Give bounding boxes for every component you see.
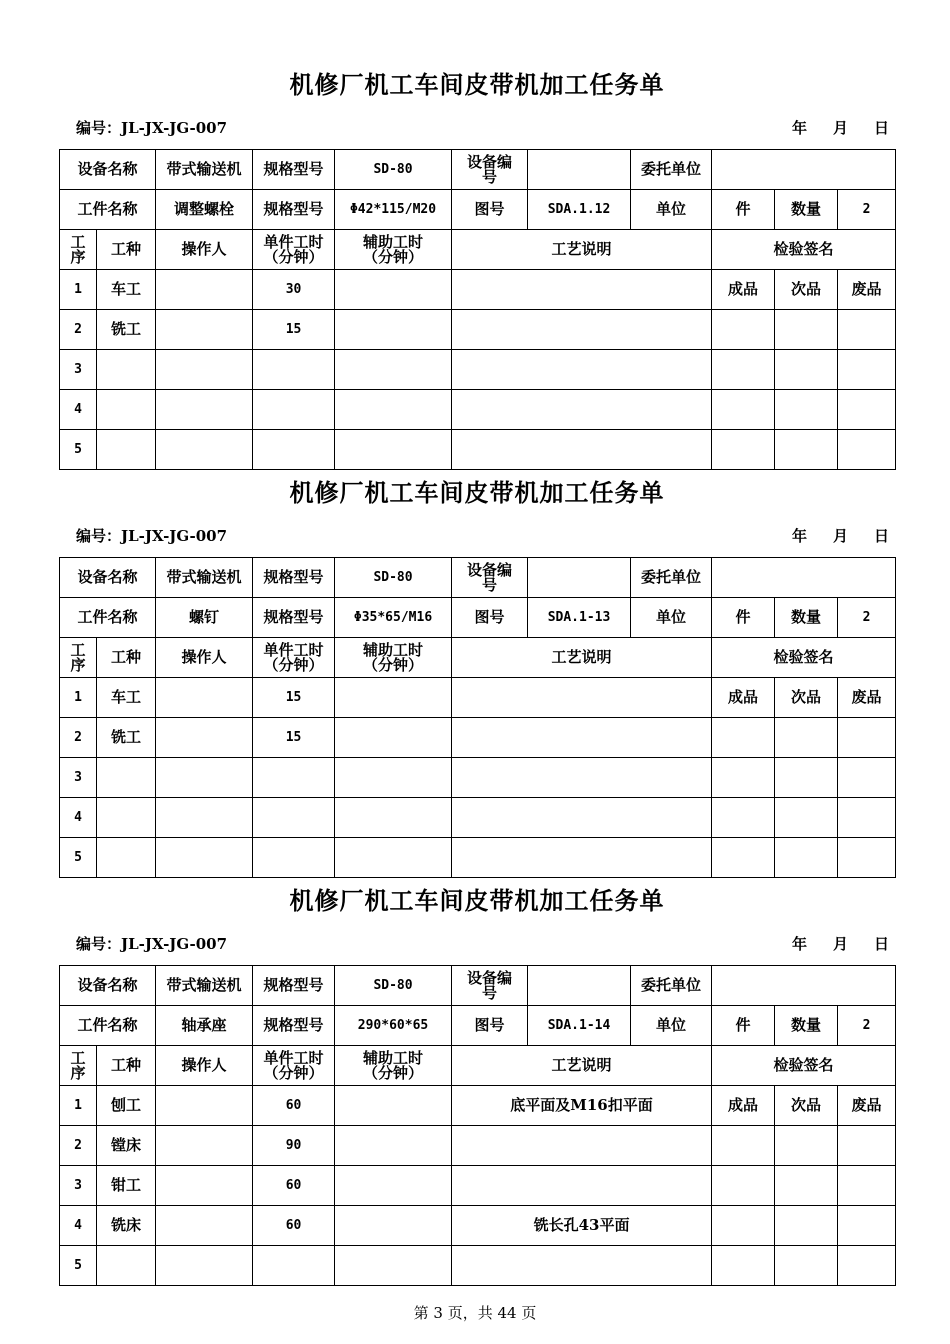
aux-time-header-line1: 辅助工时: [363, 232, 424, 251]
operator-header: 操作人: [156, 230, 253, 270]
year-label: 年: [791, 935, 807, 953]
process-desc-cell: [452, 1246, 712, 1286]
operator-cell: [156, 1246, 253, 1286]
month-label: 月: [832, 119, 848, 137]
trade-cell: 铣工: [97, 718, 156, 758]
aux-time-cell: [335, 1246, 452, 1286]
operator-cell: [156, 1166, 253, 1206]
finished-cell: [712, 1246, 775, 1286]
unit-time-cell: [253, 838, 335, 878]
process-header-row: [60, 638, 896, 678]
trade-cell: 镗床: [97, 1126, 156, 1166]
workpiece-spec-value: Φ42*115/M20: [335, 190, 452, 230]
trade-cell: 铣床: [97, 1206, 156, 1246]
equipment-row: [60, 150, 896, 190]
workpiece-spec-label: 规格型号: [253, 190, 335, 230]
workpiece-spec-value: Φ35*65/M16: [335, 598, 452, 638]
seq-cell: 5: [60, 838, 97, 878]
equipment-name-value: 带式输送机: [156, 966, 253, 1006]
trade-header: 工种: [97, 638, 156, 678]
process-row: [60, 310, 896, 350]
process-desc-cell: [452, 678, 712, 718]
drawing-no-label: 图号: [452, 1006, 528, 1046]
client-unit-label: 委托单位: [631, 966, 712, 1006]
seq-header-line1: 工: [70, 640, 86, 659]
month-label: 月: [832, 527, 848, 545]
seq-cell: 1: [60, 270, 97, 310]
process-desc-header: 工艺说明: [452, 638, 712, 678]
equipment-no-label-line2: 号: [482, 167, 498, 186]
date-field: [766, 526, 889, 546]
equipment-name-value: 带式输送机: [156, 558, 253, 598]
task-table: [59, 557, 896, 878]
finished-cell: [712, 430, 775, 470]
day-label: 日: [873, 119, 889, 137]
finished-cell: [712, 1166, 775, 1206]
form-code: [76, 934, 227, 954]
process-desc-cell: [452, 1126, 712, 1166]
equipment-no-value: [528, 150, 631, 190]
aux-time-header-line2: （分钟）: [363, 247, 424, 266]
equipment-name-label: 设备名称: [60, 966, 156, 1006]
page-footer: 第 3 页，共 44 页: [413, 1304, 537, 1322]
trade-header: 工种: [97, 230, 156, 270]
scrap-label: 废品: [838, 270, 896, 310]
process-desc-header: 工艺说明: [452, 1046, 712, 1086]
second-grade-label: 次品: [775, 678, 838, 718]
process-row: [60, 798, 896, 838]
process-row: [60, 270, 896, 310]
operator-cell: [156, 1086, 253, 1126]
equipment-spec-value: SD-80: [335, 558, 452, 598]
drawing-no-value: SDA.1-13: [528, 598, 631, 638]
process-desc-cell: [452, 310, 712, 350]
unit-label: 单位: [631, 1006, 712, 1046]
aux-time-header-line1: 辅助工时: [363, 1048, 424, 1067]
unit-value: 件: [712, 190, 775, 230]
aux-time-header: [335, 230, 452, 270]
finished-cell: [712, 758, 775, 798]
finished-cell: [712, 1126, 775, 1166]
workpiece-row: [60, 598, 896, 638]
inspection-sign-header: 检验签名: [712, 230, 896, 270]
seq-header-line1: 工: [70, 1048, 86, 1067]
trade-header: 工种: [97, 1046, 156, 1086]
finished-cell: [712, 390, 775, 430]
seq-header-line2: 序: [70, 655, 86, 674]
operator-cell: [156, 678, 253, 718]
trade-cell: 车工: [97, 678, 156, 718]
client-unit-label: 委托单位: [631, 150, 712, 190]
aux-time-header-line2: （分钟）: [363, 655, 424, 674]
operator-cell: [156, 718, 253, 758]
unit-time-cell: 90: [253, 1126, 335, 1166]
second-grade-cell: [775, 718, 838, 758]
equipment-name-label: 设备名称: [60, 150, 156, 190]
unit-time-cell: 30: [253, 270, 335, 310]
second-grade-cell: [775, 1206, 838, 1246]
unit-value: 件: [712, 1006, 775, 1046]
aux-time-cell: [335, 838, 452, 878]
finished-label: 成品: [712, 678, 775, 718]
operator-cell: [156, 350, 253, 390]
code-value: JL-JX-JG-007: [121, 935, 228, 953]
workpiece-spec-label: 规格型号: [253, 598, 335, 638]
year-label: 年: [791, 119, 807, 137]
drawing-no-label: 图号: [452, 190, 528, 230]
unit-time-cell: 15: [253, 678, 335, 718]
unit-time-cell: [253, 1246, 335, 1286]
equipment-no-label: [452, 150, 528, 190]
process-desc-header: 工艺说明: [452, 230, 712, 270]
scrap-cell: [838, 758, 896, 798]
year-label: 年: [791, 527, 807, 545]
equipment-row: [60, 966, 896, 1006]
process-row: [60, 758, 896, 798]
task-table: [59, 965, 896, 1286]
equipment-no-label-line2: 号: [482, 575, 498, 594]
workpiece-spec-value: 290*60*65: [335, 1006, 452, 1046]
second-grade-cell: [775, 390, 838, 430]
form-title: 机修厂机工车间皮带机加工任务单: [289, 70, 665, 99]
equipment-no-label-line1: 设备编: [467, 968, 513, 987]
finished-label: 成品: [712, 270, 775, 310]
equipment-spec-value: SD-80: [335, 966, 452, 1006]
day-label: 日: [873, 527, 889, 545]
workpiece-name-label: 工件名称: [60, 1006, 156, 1046]
process-row: [60, 1126, 896, 1166]
unit-label: 单位: [631, 598, 712, 638]
operator-cell: [156, 270, 253, 310]
client-unit-label: 委托单位: [631, 558, 712, 598]
seq-cell: 1: [60, 1086, 97, 1126]
process-desc-cell: [452, 758, 712, 798]
client-unit-value: [712, 558, 896, 598]
seq-header-line1: 工: [70, 232, 86, 251]
scrap-cell: [838, 390, 896, 430]
process-desc-cell: [452, 798, 712, 838]
process-row: [60, 678, 896, 718]
process-desc-cell: [452, 718, 712, 758]
second-grade-cell: [775, 430, 838, 470]
trade-cell: [97, 798, 156, 838]
equipment-no-value: [528, 966, 631, 1006]
aux-time-cell: [335, 1086, 452, 1126]
process-desc-cell: [452, 430, 712, 470]
trade-cell: 车工: [97, 270, 156, 310]
unit-value: 件: [712, 598, 775, 638]
equipment-spec-label: 规格型号: [253, 150, 335, 190]
process-row: [60, 838, 896, 878]
code-label: 编号：: [76, 527, 122, 545]
unit-time-header-line2: （分钟）: [263, 655, 324, 674]
process-desc-cell: 铣长孔43平面: [452, 1206, 712, 1246]
finished-cell: [712, 1206, 775, 1246]
process-row: [60, 1166, 896, 1206]
process-desc-cell: [452, 1166, 712, 1206]
drawing-no-value: SDA.1.12: [528, 190, 631, 230]
trade-cell: [97, 430, 156, 470]
trade-cell: [97, 390, 156, 430]
process-desc-cell: 底平面及M16扣平面: [452, 1086, 712, 1126]
equipment-no-label-line1: 设备编: [467, 560, 513, 579]
operator-cell: [156, 430, 253, 470]
unit-time-header-line1: 单件工时: [263, 1048, 324, 1067]
unit-time-cell: 15: [253, 310, 335, 350]
quantity-label: 数量: [775, 190, 838, 230]
code-value: JL-JX-JG-007: [121, 119, 228, 137]
drawing-no-value: SDA.1-14: [528, 1006, 631, 1046]
process-desc-cell: [452, 270, 712, 310]
operator-cell: [156, 798, 253, 838]
aux-time-header-line1: 辅助工时: [363, 640, 424, 659]
second-grade-cell: [775, 350, 838, 390]
second-grade-cell: [775, 1126, 838, 1166]
inspection-sign-header: 检验签名: [712, 1046, 896, 1086]
scrap-cell: [838, 1246, 896, 1286]
seq-cell: 3: [60, 350, 97, 390]
form-code: [76, 526, 227, 546]
aux-time-cell: [335, 1166, 452, 1206]
workpiece-name-value: 轴承座: [156, 1006, 253, 1046]
seq-cell: 2: [60, 310, 97, 350]
finished-cell: [712, 310, 775, 350]
unit-time-header: [253, 638, 335, 678]
seq-header-line2: 序: [70, 1063, 86, 1082]
seq-cell: 3: [60, 1166, 97, 1206]
operator-cell: [156, 758, 253, 798]
unit-time-cell: [253, 350, 335, 390]
scrap-cell: [838, 430, 896, 470]
process-row: [60, 1086, 896, 1126]
code-label: 编号：: [76, 935, 122, 953]
operator-header: 操作人: [156, 1046, 253, 1086]
unit-time-header-line1: 单件工时: [263, 232, 324, 251]
process-row: [60, 350, 896, 390]
workpiece-spec-label: 规格型号: [253, 1006, 335, 1046]
scrap-cell: [838, 1206, 896, 1246]
equipment-name-label: 设备名称: [60, 558, 156, 598]
seq-cell: 2: [60, 718, 97, 758]
second-grade-cell: [775, 798, 838, 838]
finished-cell: [712, 350, 775, 390]
seq-header: [60, 638, 97, 678]
scrap-label: 废品: [838, 678, 896, 718]
scrap-cell: [838, 310, 896, 350]
seq-cell: 3: [60, 758, 97, 798]
quantity-value: 2: [838, 190, 896, 230]
task-table: [59, 149, 896, 470]
process-header-row: [60, 230, 896, 270]
trade-cell: [97, 1246, 156, 1286]
seq-cell: 4: [60, 390, 97, 430]
unit-time-cell: 60: [253, 1086, 335, 1126]
trade-cell: [97, 838, 156, 878]
process-desc-cell: [452, 350, 712, 390]
second-grade-label: 次品: [775, 270, 838, 310]
aux-time-cell: [335, 310, 452, 350]
workpiece-row: [60, 190, 896, 230]
unit-time-header-line1: 单件工时: [263, 640, 324, 659]
trade-cell: [97, 350, 156, 390]
aux-time-cell: [335, 678, 452, 718]
aux-time-cell: [335, 798, 452, 838]
equipment-spec-label: 规格型号: [253, 966, 335, 1006]
form-title: 机修厂机工车间皮带机加工任务单: [289, 478, 665, 507]
task-form: [59, 478, 895, 888]
scrap-cell: [838, 1166, 896, 1206]
workpiece-name-value: 螺钉: [156, 598, 253, 638]
trade-cell: 刨工: [97, 1086, 156, 1126]
process-row: [60, 390, 896, 430]
trade-cell: 铣工: [97, 310, 156, 350]
unit-time-cell: 60: [253, 1166, 335, 1206]
unit-time-cell: [253, 430, 335, 470]
workpiece-name-value: 调整螺栓: [156, 190, 253, 230]
aux-time-header: [335, 638, 452, 678]
seq-cell: 1: [60, 678, 97, 718]
process-row: [60, 1206, 896, 1246]
aux-time-cell: [335, 718, 452, 758]
code-label: 编号：: [76, 119, 122, 137]
aux-time-cell: [335, 270, 452, 310]
scrap-label: 废品: [838, 1086, 896, 1126]
equipment-name-value: 带式输送机: [156, 150, 253, 190]
scrap-cell: [838, 1126, 896, 1166]
day-label: 日: [873, 935, 889, 953]
unit-time-header: [253, 1046, 335, 1086]
unit-time-cell: 15: [253, 718, 335, 758]
second-grade-cell: [775, 310, 838, 350]
seq-cell: 2: [60, 1126, 97, 1166]
operator-cell: [156, 390, 253, 430]
equipment-spec-label: 规格型号: [253, 558, 335, 598]
quantity-label: 数量: [775, 598, 838, 638]
process-header-row: [60, 1046, 896, 1086]
month-label: 月: [832, 935, 848, 953]
seq-cell: 4: [60, 1206, 97, 1246]
equipment-spec-value: SD-80: [335, 150, 452, 190]
operator-cell: [156, 1126, 253, 1166]
seq-header: [60, 1046, 97, 1086]
finished-cell: [712, 798, 775, 838]
operator-cell: [156, 310, 253, 350]
aux-time-header-line2: （分钟）: [363, 1063, 424, 1082]
second-grade-cell: [775, 758, 838, 798]
quantity-value: 2: [838, 1006, 896, 1046]
scrap-cell: [838, 350, 896, 390]
unit-time-header: [253, 230, 335, 270]
unit-label: 单位: [631, 190, 712, 230]
finished-cell: [712, 838, 775, 878]
process-desc-cell: [452, 390, 712, 430]
workpiece-name-label: 工件名称: [60, 190, 156, 230]
unit-time-header-line2: （分钟）: [263, 247, 324, 266]
equipment-no-value: [528, 558, 631, 598]
seq-cell: 4: [60, 798, 97, 838]
date-field: [766, 118, 889, 138]
seq-header-line2: 序: [70, 247, 86, 266]
unit-time-header-line2: （分钟）: [263, 1063, 324, 1082]
unit-time-cell: [253, 390, 335, 430]
form-code: [76, 118, 227, 138]
unit-time-cell: [253, 798, 335, 838]
seq-cell: 5: [60, 1246, 97, 1286]
operator-cell: [156, 1206, 253, 1246]
seq-cell: 5: [60, 430, 97, 470]
second-grade-cell: [775, 838, 838, 878]
drawing-no-label: 图号: [452, 598, 528, 638]
aux-time-cell: [335, 758, 452, 798]
form-title: 机修厂机工车间皮带机加工任务单: [289, 886, 665, 915]
equipment-no-label-line2: 号: [482, 983, 498, 1002]
aux-time-header: [335, 1046, 452, 1086]
aux-time-cell: [335, 1206, 452, 1246]
finished-cell: [712, 718, 775, 758]
scrap-cell: [838, 798, 896, 838]
aux-time-cell: [335, 390, 452, 430]
equipment-row: [60, 558, 896, 598]
unit-time-cell: 60: [253, 1206, 335, 1246]
client-unit-value: [712, 966, 896, 1006]
aux-time-cell: [335, 430, 452, 470]
scrap-cell: [838, 718, 896, 758]
quantity-label: 数量: [775, 1006, 838, 1046]
task-form: [59, 70, 895, 480]
task-form: [59, 886, 895, 1296]
unit-time-cell: [253, 758, 335, 798]
client-unit-value: [712, 150, 896, 190]
aux-time-cell: [335, 1126, 452, 1166]
equipment-no-label: [452, 558, 528, 598]
operator-header: 操作人: [156, 638, 253, 678]
inspection-sign-header: 检验签名: [712, 638, 896, 678]
finished-label: 成品: [712, 1086, 775, 1126]
equipment-no-label: [452, 966, 528, 1006]
code-value: JL-JX-JG-007: [121, 527, 228, 545]
trade-cell: 钳工: [97, 1166, 156, 1206]
process-row: [60, 430, 896, 470]
second-grade-label: 次品: [775, 1086, 838, 1126]
process-row: [60, 1246, 896, 1286]
workpiece-name-label: 工件名称: [60, 598, 156, 638]
seq-header: [60, 230, 97, 270]
equipment-no-label-line1: 设备编: [467, 152, 513, 171]
operator-cell: [156, 838, 253, 878]
aux-time-cell: [335, 350, 452, 390]
workpiece-row: [60, 1006, 896, 1046]
second-grade-cell: [775, 1246, 838, 1286]
scrap-cell: [838, 838, 896, 878]
second-grade-cell: [775, 1166, 838, 1206]
date-field: [766, 934, 889, 954]
process-desc-cell: [452, 838, 712, 878]
process-row: [60, 718, 896, 758]
trade-cell: [97, 758, 156, 798]
quantity-value: 2: [838, 598, 896, 638]
